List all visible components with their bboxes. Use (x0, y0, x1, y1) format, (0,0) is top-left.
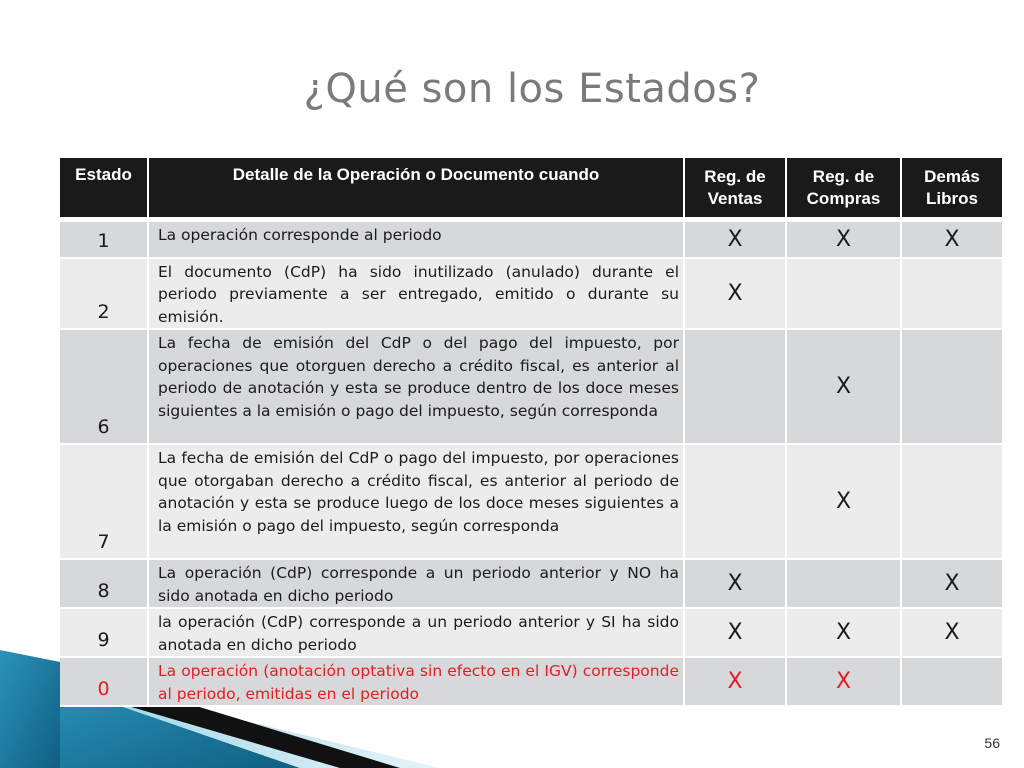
detalle-cell: La fecha de emisión del CdP o pago del impuesto, por operaciones que otorgaban derecho a crédito fiscal, es anterior al periodo de anotación y esta se produce luego de los doce meses siguientes a la emisión o pago del impuesto, según corresponda (148, 444, 684, 559)
demas-mark (901, 657, 1002, 706)
estado-cell: 2 (60, 258, 148, 330)
ventas-mark: X (684, 559, 786, 608)
table-row (60, 559, 1002, 608)
compras-mark (786, 559, 901, 608)
compras-mark: X (786, 220, 901, 258)
table-row (60, 258, 1002, 330)
compras-mark: X (786, 608, 901, 657)
compras-mark (786, 258, 901, 330)
ventas-mark: X (684, 608, 786, 657)
ventas-mark: X (684, 657, 786, 706)
header-reg-compras: Reg. de Compras (786, 158, 901, 220)
table-row (60, 329, 1002, 444)
detalle-cell: La operación (anotación optativa sin efecto en el IGV) corresponde al periodo, emitidas en el periodo (148, 657, 684, 706)
demas-mark: X (901, 608, 1002, 657)
detalle-cell: La operación (CdP) corresponde a un periodo anterior y NO ha sido anotada en dicho periodo (148, 559, 684, 608)
demas-mark (901, 329, 1002, 444)
estado-cell: 8 (60, 559, 148, 608)
ventas-mark (684, 444, 786, 559)
header-estado: Estado (60, 158, 148, 220)
table-row (60, 608, 1002, 657)
estados-table-container (60, 158, 1002, 703)
demas-mark (901, 258, 1002, 330)
demas-mark: X (901, 220, 1002, 258)
table-row (60, 657, 1002, 706)
demas-mark: X (901, 559, 1002, 608)
table-header-row (60, 158, 1002, 220)
page-number: 56 (984, 735, 1000, 751)
compras-mark: X (786, 329, 901, 444)
estado-cell: 6 (60, 329, 148, 444)
compras-mark: X (786, 657, 901, 706)
estados-table (60, 158, 1002, 707)
slide-title: ¿Qué son los Estados? (303, 66, 761, 112)
demas-mark (901, 444, 1002, 559)
ventas-mark (684, 329, 786, 444)
detalle-cell: El documento (CdP) ha sido inutilizado (anulado) durante el periodo previamente a ser entregado, emitido o durante su emisión. (148, 258, 684, 330)
detalle-cell: La fecha de emisión del CdP o del pago del impuesto, por operaciones que otorguen derecho a crédito fiscal, es anterior al periodo de anotación y esta se produce dentro de los doce meses siguientes a la emisión o pago del impuesto, según corresponda (148, 329, 684, 444)
estado-cell: 0 (60, 657, 148, 706)
header-detalle: Detalle de la Operación o Documento cuando (148, 158, 684, 220)
table-row (60, 444, 1002, 559)
compras-mark: X (786, 444, 901, 559)
header-demas-libros: Demás Libros (901, 158, 1002, 220)
estado-cell: 1 (60, 220, 148, 258)
header-reg-ventas: Reg. de Ventas (684, 158, 786, 220)
ventas-mark: X (684, 220, 786, 258)
ventas-mark: X (684, 258, 786, 330)
estado-cell: 7 (60, 444, 148, 559)
estado-cell: 9 (60, 608, 148, 657)
detalle-cell: la operación (CdP) corresponde a un periodo anterior y SI ha sido anotada en dicho periodo (148, 608, 684, 657)
detalle-cell: La operación corresponde al periodo (148, 220, 684, 258)
table-row (60, 220, 1002, 258)
